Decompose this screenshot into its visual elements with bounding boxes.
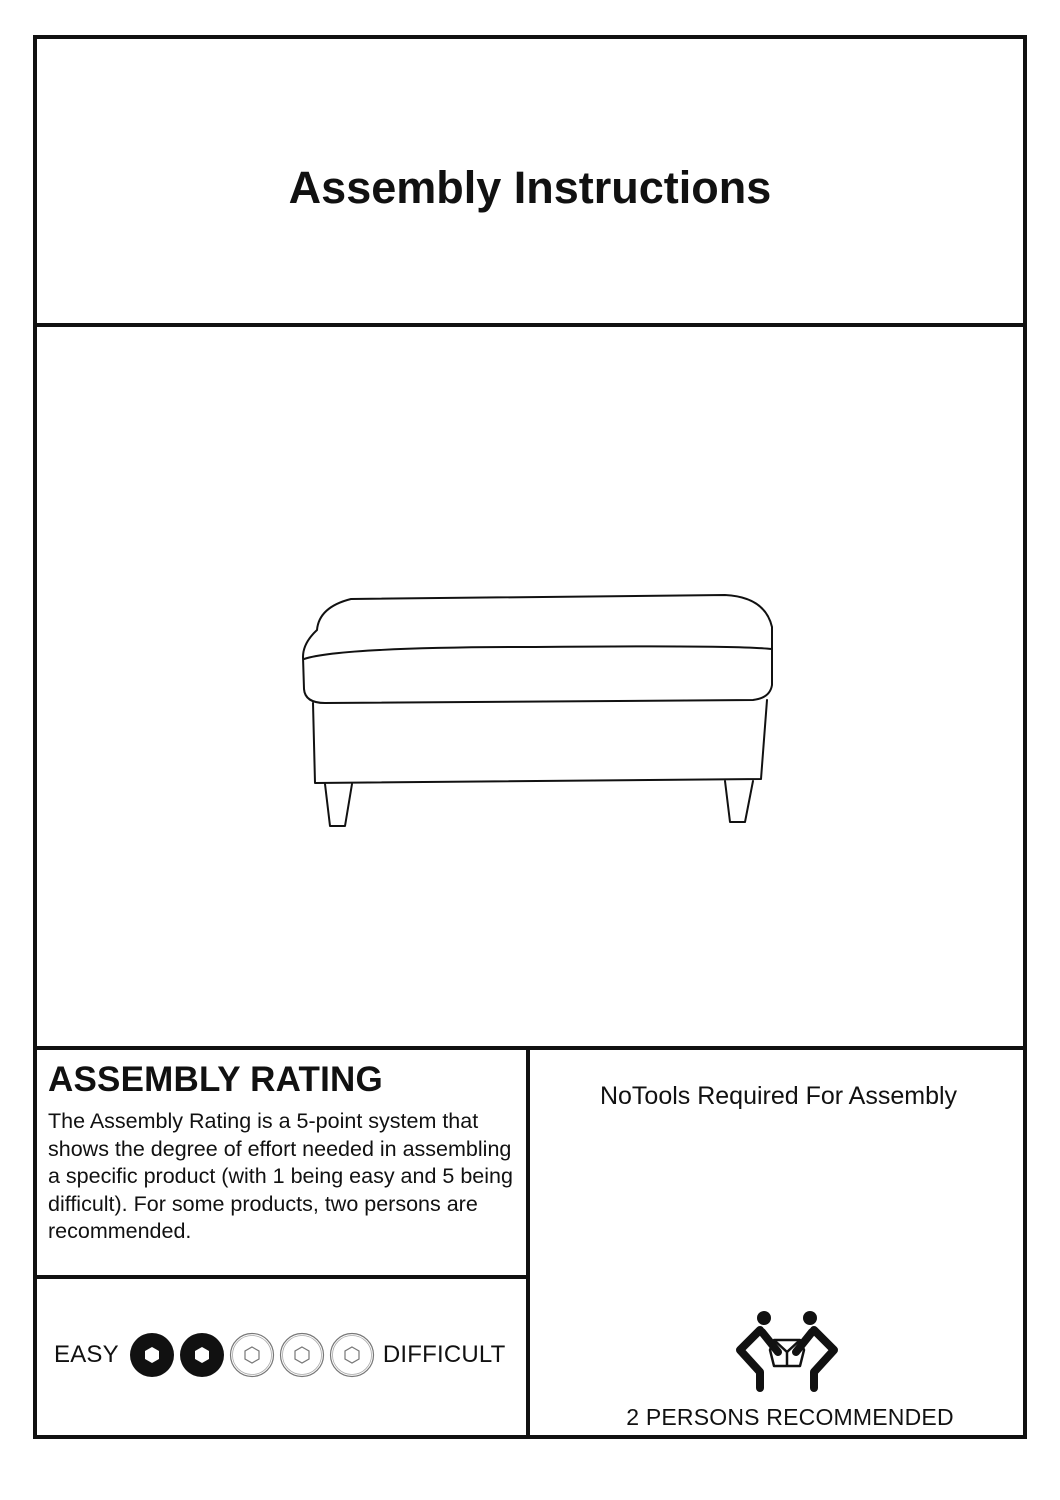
rating-circle-empty-4	[279, 1332, 325, 1378]
header-divider	[33, 323, 1027, 327]
scale-difficult-label: DIFFICULT	[382, 1341, 506, 1368]
two-persons-icon	[730, 1310, 844, 1392]
rating-circle-filled-2	[179, 1332, 225, 1378]
ottoman-illustration	[295, 585, 785, 835]
two-persons-recommended-text: 2 PERSONS RECOMMENDED	[626, 1404, 954, 1430]
illustration-divider	[33, 1046, 1027, 1050]
scale-easy-label: EASY	[54, 1341, 119, 1368]
assembly-rating-heading: ASSEMBLY RATING	[48, 1060, 383, 1099]
rating-circle-empty-3	[229, 1332, 275, 1378]
assembly-rating-description: The Assembly Rating is a 5-point system that shows the degree of effort needed in assembling a specific product (with 1 being easy and 5 being difficult). For some products, two persons are recommended.	[48, 1109, 513, 1244]
no-tools-required-text: NoTools Required For Assembly	[599, 1082, 958, 1110]
page-title: Assembly Instructions	[288, 162, 772, 213]
rating-circle-filled-1	[129, 1332, 175, 1378]
rating-circle-empty-5	[329, 1332, 375, 1378]
rating-scale-divider	[33, 1275, 530, 1279]
difficulty-scale	[54, 1330, 506, 1380]
rating-circles	[129, 1332, 375, 1378]
